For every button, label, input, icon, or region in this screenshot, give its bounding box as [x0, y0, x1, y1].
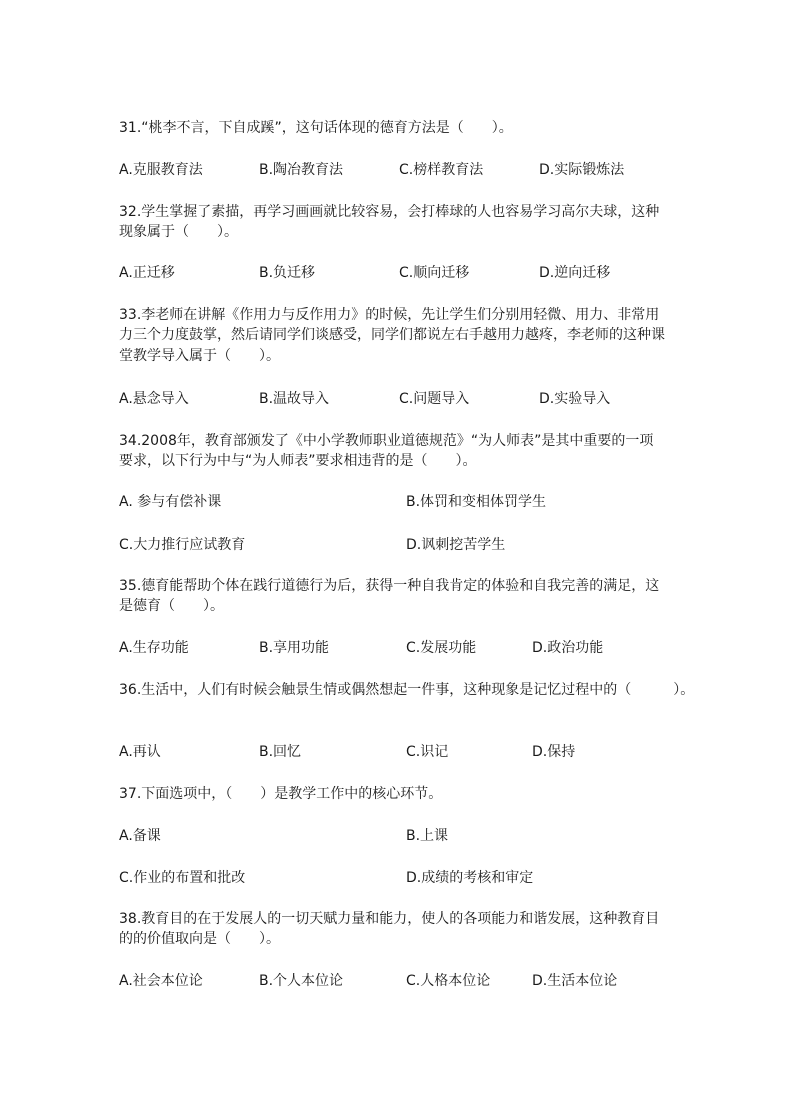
question-stem-line: 34.2008年，教育部颁发了《中小学教师职业道德规范》“为人师表”是其中重要的一项 [119, 433, 654, 449]
option-d: D.生活本位论 [532, 973, 618, 989]
question-stem-line: 是德育（ ）。 [119, 598, 224, 614]
option-c: C.顺向迁移 [399, 265, 470, 281]
option-d: D.成绩的考核和审定 [406, 870, 534, 886]
option-a: A.悬念导入 [119, 391, 189, 407]
option-b: B.负迁移 [259, 265, 316, 281]
option-b: B.陶冶教育法 [259, 162, 344, 178]
option-d: D.实验导入 [539, 391, 611, 407]
option-d: D.保持 [532, 744, 576, 760]
option-c: C.问题导入 [399, 391, 470, 407]
question-stem-line: 堂教学导入属于（ ）。 [119, 348, 280, 364]
option-b: B.上课 [406, 828, 449, 844]
question-stem-line: 33.李老师在讲解《作用力与反作用力》的时候，先让学生们分别用轻微、用力、非常用 [119, 307, 660, 323]
option-a: A.社会本位论 [119, 973, 203, 989]
option-a: A.正迁移 [119, 265, 175, 281]
question-stem-line: 力三个力度鼓掌，然后请同学们谈感受，同学们都说左右手越用力越疼，李老师的这种课 [119, 327, 665, 343]
option-c: C.作业的布置和批改 [119, 870, 246, 886]
question-stem-line: 32.学生掌握了素描，再学习画画就比较容易，会打棒球的人也容易学习高尔夫球，这种 [119, 204, 660, 220]
question-stem-line: 要求，以下行为中与“为人师表”要求相违背的是（ ）。 [119, 453, 477, 469]
option-b: B.温故导入 [259, 391, 330, 407]
option-c: C.发展功能 [406, 640, 477, 656]
option-b: B.回忆 [259, 744, 302, 760]
question-stem-line: 31.“桃李不言，下自成蹊”，这句话体现的德育方法是（ ）。 [119, 120, 513, 136]
question-stem-line: 的的价值取向是（ ）。 [119, 931, 280, 947]
option-d: D.政治功能 [532, 640, 604, 656]
option-c: C.榜样教育法 [399, 162, 484, 178]
option-d: D.逆向迁移 [539, 265, 611, 281]
question-stem-line: 38.教育目的在于发展人的一切天赋力量和能力，使人的各项能力和谐发展，这种教育目 [119, 911, 660, 927]
question-stem-line: 35.德育能帮助个体在践行道德行为后，获得一种自我肯定的体验和自我完善的满足，这 [119, 578, 660, 594]
option-a: A.备课 [119, 828, 161, 844]
option-a: A. 参与有偿补课 [119, 494, 222, 510]
option-a: A.克服教育法 [119, 162, 203, 178]
question-stem-line: 现象属于（ ）。 [119, 224, 238, 240]
option-b: B.个人本位论 [259, 973, 344, 989]
option-c: C.识记 [406, 744, 449, 760]
option-d: D.讽刺挖苦学生 [406, 537, 506, 553]
question-stem-line: 37.下面选项中，（ ）是教学工作中的核心环节。 [119, 786, 443, 802]
question-stem-line: 36.生活中，人们有时候会触景生情或偶然想起一件事，这种现象是记忆过程中的（ ）。 [119, 682, 695, 698]
option-a: A.再认 [119, 744, 161, 760]
option-b: B.享用功能 [259, 640, 330, 656]
option-c: C.大力推行应试教育 [119, 537, 246, 553]
option-c: C.人格本位论 [406, 973, 491, 989]
option-d: D.实际锻炼法 [539, 162, 625, 178]
option-b: B.体罚和变相体罚学生 [406, 494, 547, 510]
option-a: A.生存功能 [119, 640, 189, 656]
